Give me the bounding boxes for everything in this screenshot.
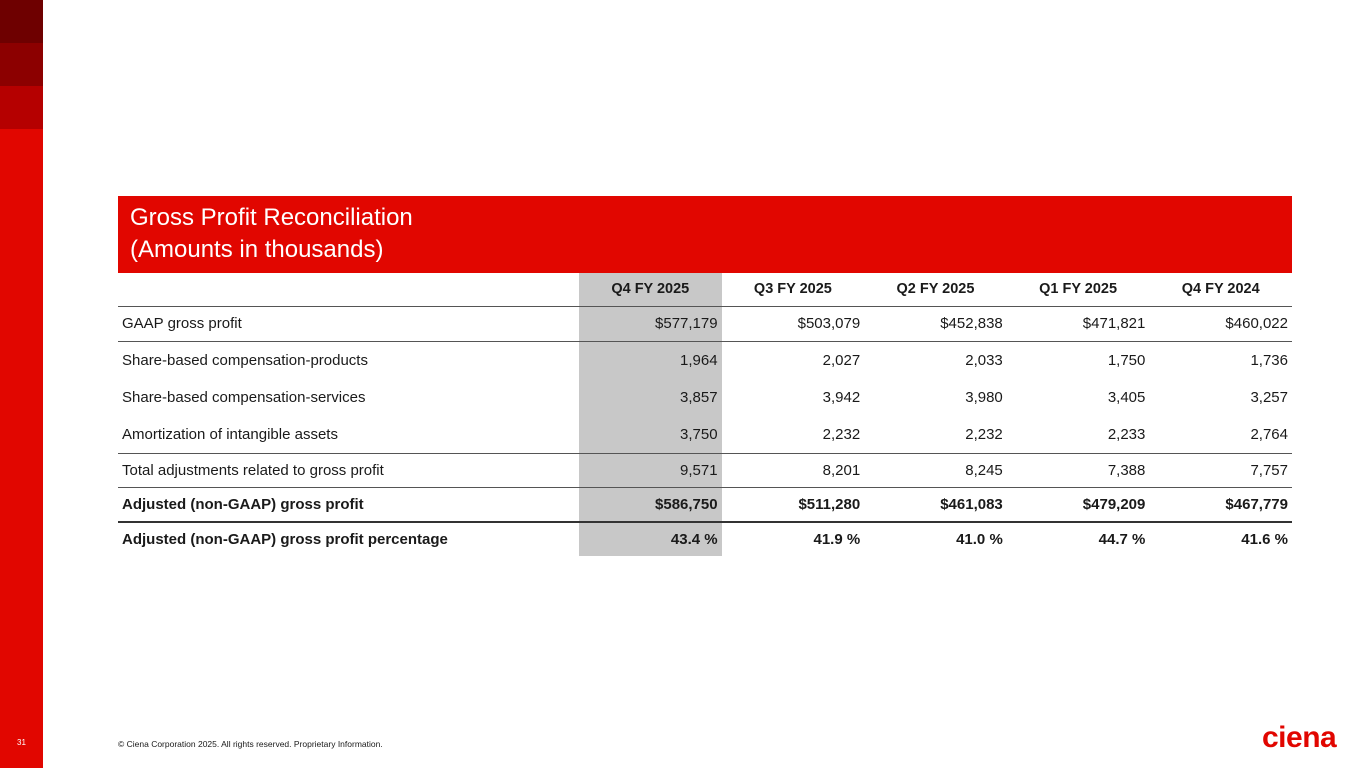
table-header-row	[118, 273, 1292, 306]
table-row-sbc-products	[118, 341, 1292, 379]
cell-value: $467,779	[1149, 488, 1292, 522]
cell-value: $586,750	[579, 488, 722, 522]
reconciliation-table-container	[118, 273, 1292, 556]
rail-block-light	[0, 86, 43, 129]
cell-value: 3,857	[579, 379, 722, 417]
rail-block-medium	[0, 43, 43, 86]
column-header-q3-fy2025: Q3 FY 2025	[722, 273, 865, 306]
cell-value: $479,209	[1007, 488, 1150, 522]
cell-value: $471,821	[1082, 315, 1146, 332]
column-header-q4-fy2025: Q4 FY 2025	[579, 273, 722, 306]
table-row-gaap-gross-profit	[118, 306, 1292, 341]
cell-value: 41.0 %	[864, 522, 1007, 556]
ciena-logo-wordmark: ciena	[1262, 721, 1337, 752]
cell-value: 41.9 %	[722, 522, 865, 556]
column-header-label	[118, 273, 579, 306]
left-brand-rail	[0, 0, 43, 768]
cell-value: 41.6 %	[1149, 522, 1292, 556]
cell-value: 8,201	[722, 454, 865, 488]
cell-value: 3,942	[822, 388, 861, 406]
row-label: Share-based compensation-services	[122, 388, 366, 406]
cell-value: 3,257	[1250, 388, 1288, 406]
cell-value: 2,764	[1250, 426, 1288, 443]
cell-value: 9,571	[579, 454, 722, 488]
cell-value: 1,736	[1149, 341, 1292, 379]
gross-profit-reconciliation-table	[118, 273, 1292, 556]
table-row-amortization	[118, 416, 1292, 454]
cell-value: $503,079	[797, 315, 861, 332]
table-row-adjusted-gross-profit	[118, 488, 1292, 522]
column-header-q4-fy2024: Q4 FY 2024	[1149, 273, 1292, 306]
cell-value: 7,757	[1149, 454, 1292, 488]
ciena-logo	[1262, 720, 1346, 752]
row-label: Adjusted (non-GAAP) gross profit	[118, 488, 579, 522]
cell-value: 7,388	[1007, 454, 1150, 488]
table-title: Gross Profit Reconciliation	[130, 204, 413, 231]
cell-value: 1,964	[579, 341, 722, 379]
cell-value: $511,280	[722, 488, 865, 522]
cell-value: 43.4 %	[579, 522, 722, 556]
cell-value: 2,233	[1107, 426, 1146, 443]
table-title-banner	[118, 196, 1292, 273]
cell-value: 2,232	[822, 426, 861, 443]
cell-value: 1,750	[1007, 341, 1150, 379]
table-row-adjusted-gross-profit-percentage	[118, 522, 1292, 556]
row-label: Share-based compensation-products	[118, 341, 579, 379]
cell-value: 2,027	[722, 341, 865, 379]
table-subtitle: (Amounts in thousands)	[130, 236, 384, 263]
cell-value: 3,750	[579, 416, 722, 454]
table-row-sbc-services	[118, 379, 1292, 417]
cell-value: 2,033	[864, 341, 1007, 379]
column-header-q2-fy2025: Q2 FY 2025	[864, 273, 1007, 306]
row-label: GAAP gross profit	[122, 315, 242, 332]
column-header-q1-fy2025: Q1 FY 2025	[1007, 273, 1150, 306]
cell-value: $461,083	[864, 488, 1007, 522]
cell-value: 44.7 %	[1007, 522, 1150, 556]
cell-value: 3,980	[965, 388, 1003, 406]
rail-block-dark	[0, 0, 43, 43]
page-number: 31	[17, 738, 26, 747]
cell-value: $460,022	[1225, 315, 1288, 332]
cell-value: 8,245	[864, 454, 1007, 488]
cell-value: $452,838	[940, 315, 1003, 332]
row-label: Adjusted (non-GAAP) gross profit percentage	[118, 522, 579, 556]
cell-value: 2,232	[965, 426, 1003, 443]
copyright-footer: © Ciena Corporation 2025. All rights reserved. Proprietary Information.	[118, 739, 383, 749]
row-label: Total adjustments related to gross profit	[118, 454, 579, 488]
cell-value: 3,405	[1107, 388, 1146, 406]
table-row-total-adjustments	[118, 454, 1292, 488]
row-label: Amortization of intangible assets	[122, 426, 338, 443]
cell-value: $577,179	[579, 306, 722, 341]
